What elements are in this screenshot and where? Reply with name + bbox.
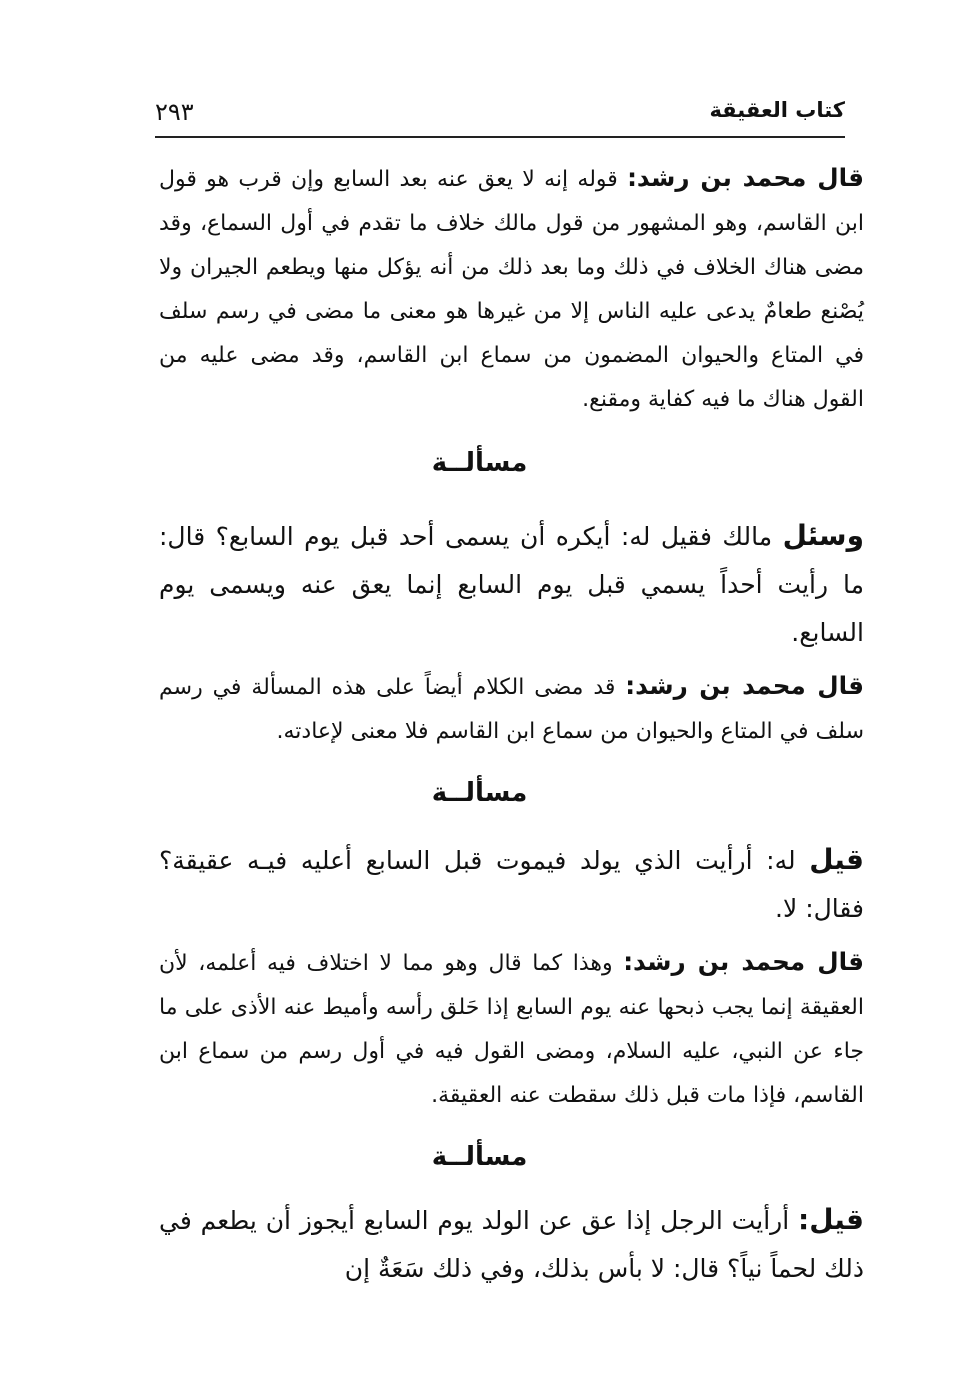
speaker-lead: قال محمد بن رشد:	[623, 947, 864, 976]
commentary-paragraph	[159, 156, 864, 422]
paragraph-text: قد مضى الكلام أيضاً على هذه المسألة في رسم سلف في المتاع والحيوان من سماع ابن القاسم فلا معنى لإعادته.	[159, 675, 864, 744]
paragraph-text: مالك فقيل له: أيكره أن يسمى أحد قبل يوم السابع؟ قال: ما رأيت أحداً يسمي قبل يوم السابع إنما يعق عنه ويسمى يوم السابع.	[159, 522, 864, 647]
section-heading: مسألــة	[431, 778, 528, 808]
question-paragraph	[159, 1196, 864, 1293]
paragraph-text: وهذا كما قال وهو مما لا اختلاف فيه أعلمه، لأن العقيقة إنما يجب ذبحها عنه يوم السابع إذا حَلق رأسه وأميط عنه الأذى على ما جاء عن النبي، عليه السلام، ومضى القول فيه في أول رسم من سماع ابن القاسم، فإذا مات قبل ذلك سقطت عنه العقيقة.	[159, 951, 864, 1108]
book-title: كتاب العقيقة	[709, 98, 845, 122]
question-lead: قيل	[809, 843, 865, 876]
page-number: ٢٩٣	[155, 98, 194, 126]
question-lead: قيل:	[798, 1203, 864, 1236]
question-lead: وسئل	[782, 519, 864, 552]
speaker-lead: قال محمد بن رشد:	[625, 671, 864, 700]
paragraph-text: أرأيت الرجل إذا عق عن الولد يوم السابع أيجوز أن يطعم في ذلك لحماً نياً؟ قال: لا بأس بذلك، وفي ذلك سَعَةٌ إن	[159, 1206, 864, 1283]
speaker-lead: قال محمد بن رشد:	[627, 163, 864, 192]
section-heading: مسألــة	[431, 1142, 528, 1172]
question-paragraph	[159, 836, 864, 933]
paragraph-text: له: أرأيت الذي يولد فيموت قبل السابع أعليه فيـه عقيقة؟ فقال: لا.	[159, 846, 864, 923]
commentary-paragraph	[159, 664, 864, 754]
question-paragraph	[159, 512, 864, 657]
paragraph-text: قوله إنه لا يعق عنه بعد السابع وإن قرب هو قول ابن القاسم، وهو المشهور من قول مالك خلاف ما تقدم في أول السماع، وقد مضى هناك الخلاف في ذلك وما بعد ذلك من أنه يؤكل منها ويطعم الجيران ولا يُصْنع طعامٌ يدعى عليه الناس إلا من غيرها هو معنى ما مضى في رسم سلف في المتاع والحيوان المضمون من سماع ابن القاسم، وقد مضى عليه من القول هناك ما فيه كفاية ومقنع.	[159, 167, 864, 412]
running-head	[155, 92, 845, 138]
commentary-paragraph	[159, 940, 864, 1118]
section-heading: مسألــة	[431, 448, 528, 478]
